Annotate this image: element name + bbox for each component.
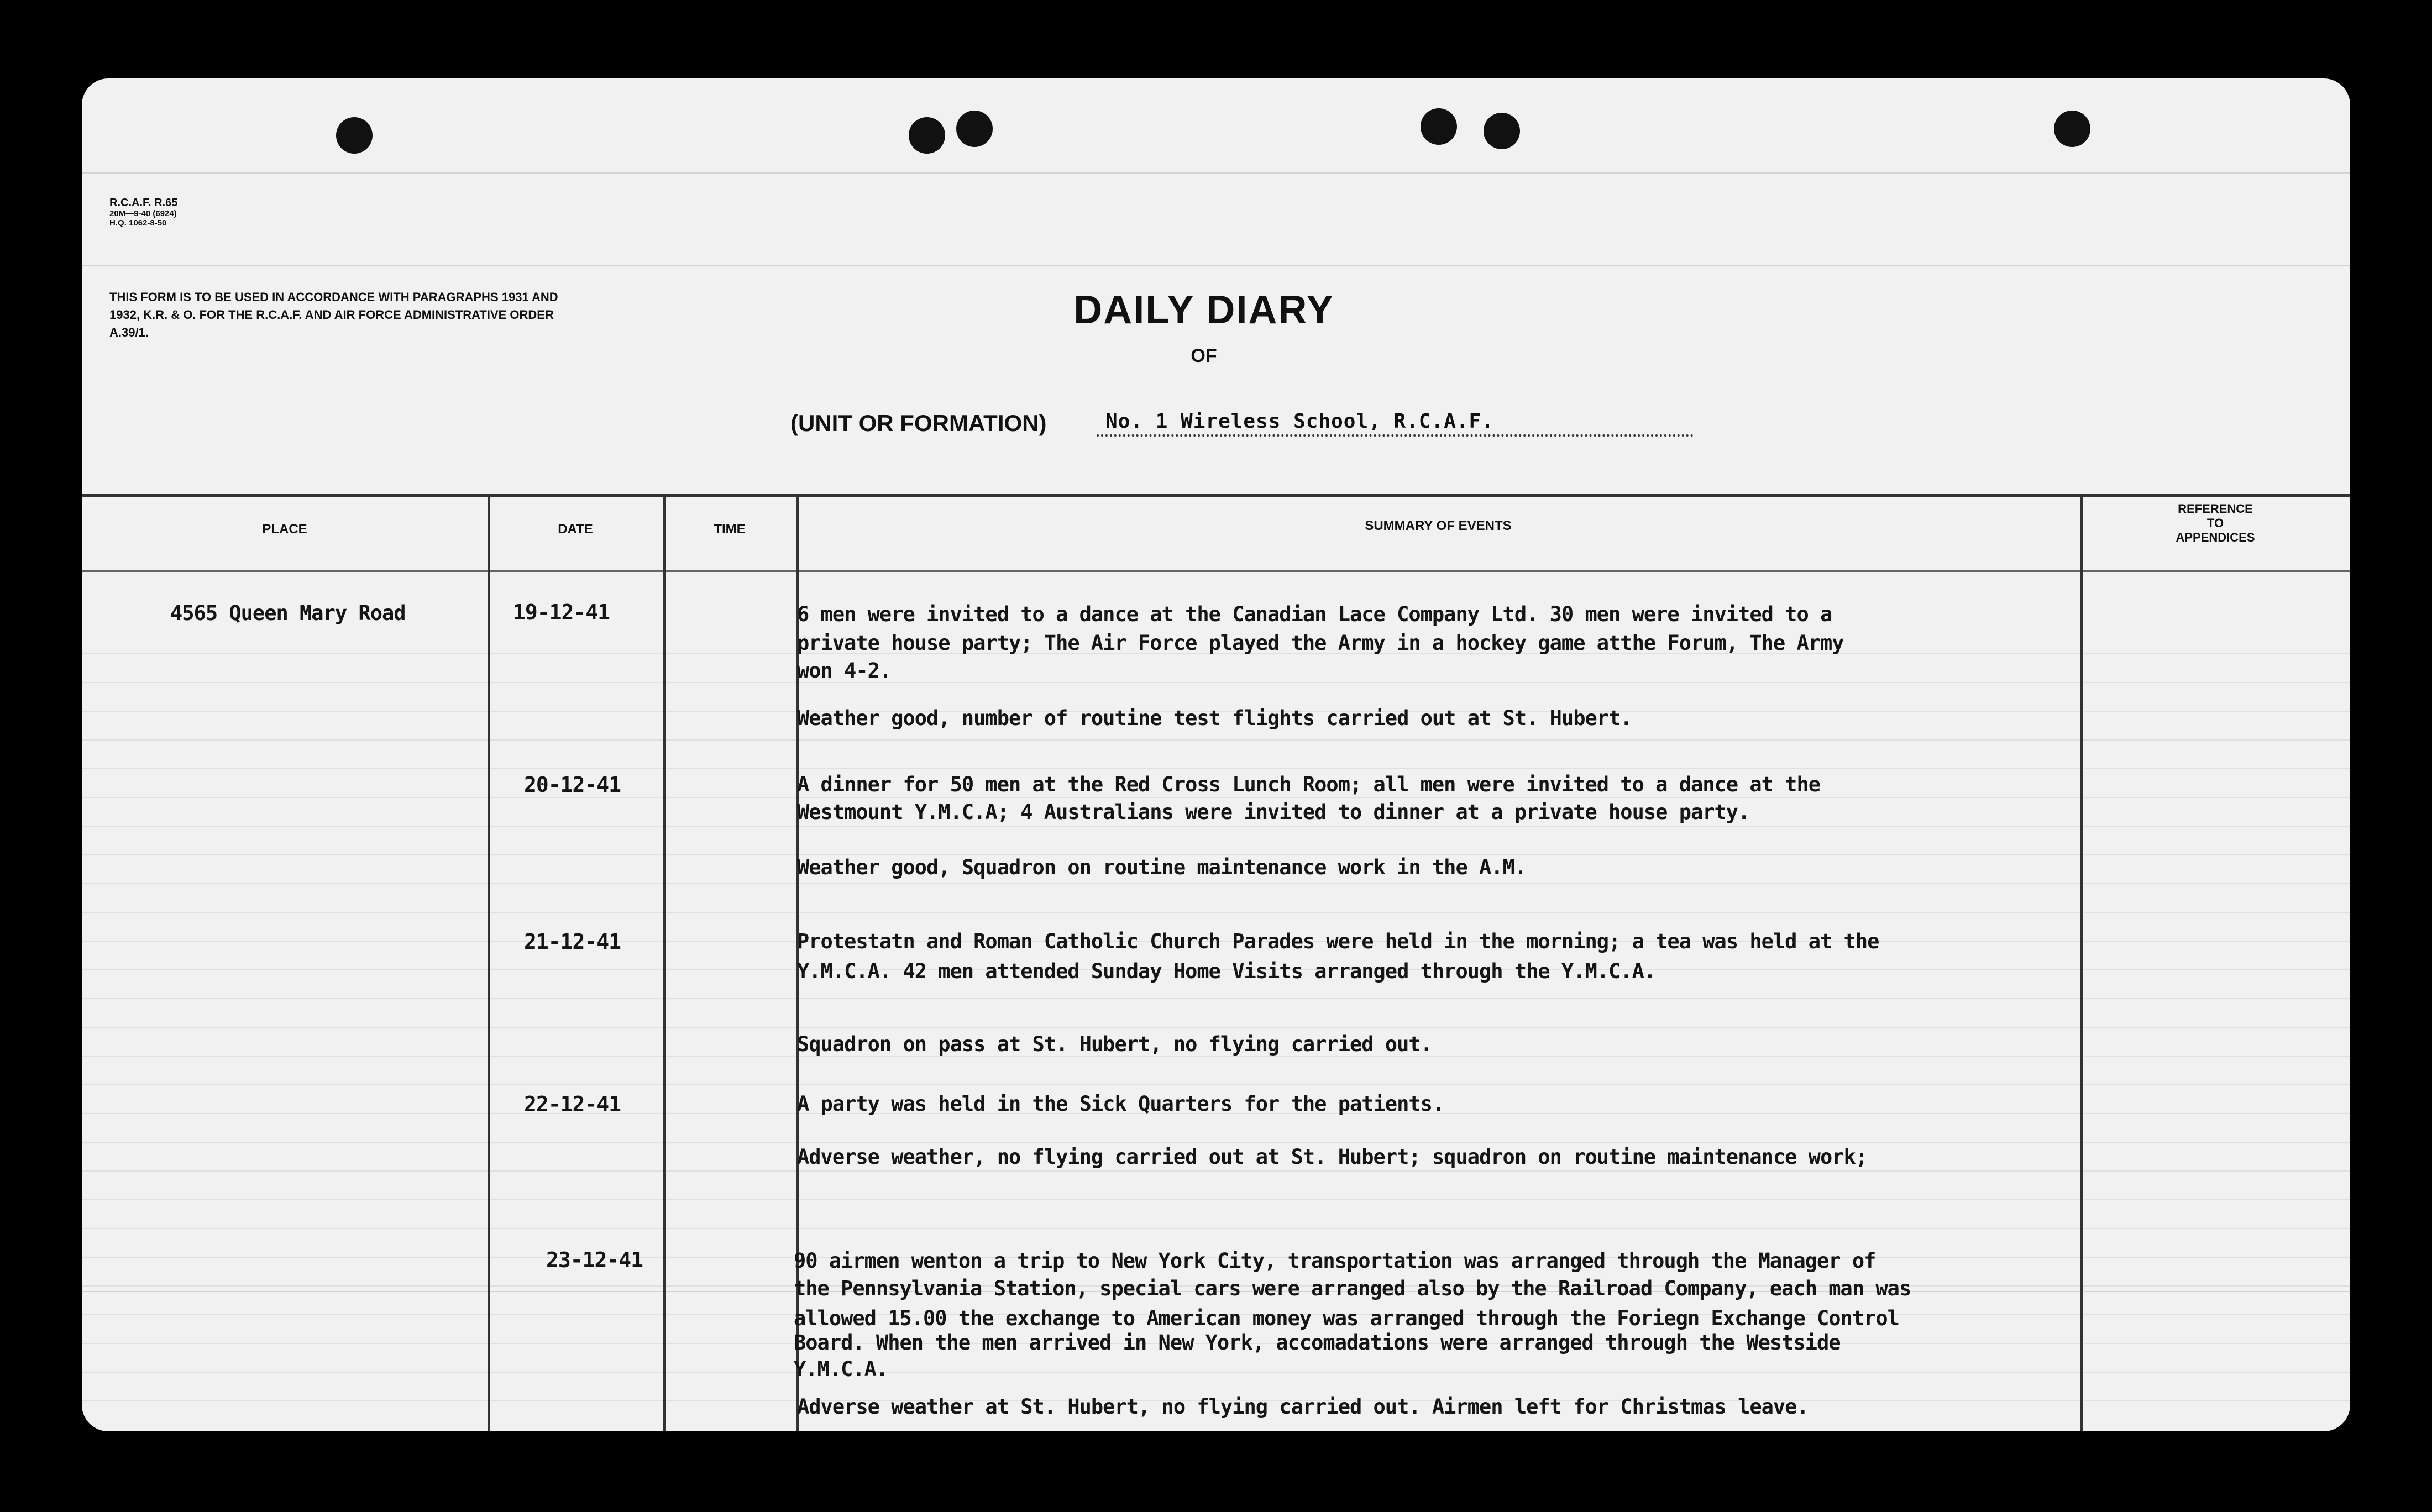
summary-line: Weather good, number of routine test flights carried out at St. Hubert. — [797, 706, 1632, 730]
punch-hole — [909, 117, 945, 154]
summary-line: Adverse weather, no flying carried out at St. Hubert; squadron on routine maintenance work; — [797, 1145, 1868, 1169]
table-top-rule — [82, 494, 2350, 497]
summary-line: private house party; The Air Force played the Army in a hockey game atthe Forum, The Army — [797, 631, 1844, 655]
punch-hole — [2054, 111, 2090, 147]
col-header-reference — [2080, 502, 2350, 545]
table-header-rule — [82, 570, 2350, 572]
col-header-summary: SUMMARY OF EVENTS — [1365, 518, 1512, 533]
entry-date: 20-12-41 — [524, 773, 621, 797]
summary-line: Protestatn and Roman Catholic Church Parades were held in the morning; a tea was held at the — [797, 930, 1879, 953]
ruled-line — [82, 172, 2350, 174]
ruled-line — [82, 826, 2350, 827]
ruled-line — [82, 1372, 2350, 1373]
place-entry: 4565 Queen Mary Road — [170, 601, 406, 625]
ruled-line — [82, 1170, 2350, 1172]
summary-line: 6 men were invited to a dance at the Canadian Lace Company Ltd. 30 men were invited to a — [797, 602, 1832, 626]
ruled-line — [82, 883, 2350, 884]
punch-hole — [1421, 108, 1457, 145]
col-header-reference-line: TO — [2206, 516, 2224, 530]
form-code-line: 20M—9-40 (6924) — [109, 209, 177, 218]
summary-line: Board. When the men arrived in New York, accomadations were arranged through the Westside — [794, 1331, 1841, 1355]
diary-page — [82, 78, 2350, 1431]
col-header-reference-line: REFERENCE — [2178, 502, 2253, 516]
punch-hole — [956, 111, 993, 147]
summary-line: Squadron on pass at St. Hubert, no flying carried out. — [797, 1032, 1432, 1056]
unit-dotted-line — [1097, 434, 1694, 437]
summary-line: Weather good, Squadron on routine maintenance work in the A.M. — [797, 855, 1527, 879]
summary-line: the Pennsylvania Station, special cars were arranged also by the Railroad Company, each man was — [794, 1277, 1911, 1300]
summary-line: Westmount Y.M.C.A; 4 Australians were invited to dinner at a private house party. — [797, 800, 1750, 824]
summary-line: Y.M.C.A. — [794, 1357, 888, 1381]
summary-line: A party was held in the Sick Quarters for the patients. — [797, 1092, 1444, 1116]
page-title: DAILY DIARY — [1073, 288, 1334, 332]
ruled-line — [82, 1084, 2350, 1085]
col-header-time: TIME — [714, 522, 746, 537]
col-header-reference-line: APPENDICES — [2176, 531, 2255, 544]
ruled-line — [82, 682, 2350, 683]
ruled-line — [82, 265, 2350, 266]
ruled-line — [82, 1027, 2350, 1028]
ruled-line — [82, 739, 2350, 741]
summary-line: Y.M.C.A. 42 men attended Sunday Home Visits arranged through the Y.M.C.A. — [797, 959, 1656, 983]
form-code-line: H.Q. 1062-8-50 — [109, 218, 167, 228]
col-header-date: DATE — [558, 522, 593, 537]
entry-date: 19-12-41 — [513, 600, 610, 624]
ruled-line — [82, 912, 2350, 913]
unit-value: No. 1 Wireless School, R.C.A.F. — [1105, 410, 1494, 433]
unit-label: (UNIT OR FORMATION) — [790, 410, 1047, 436]
form-instructions: THIS FORM IS TO BE USED IN ACCORDANCE WITH PARAGRAPHS 1931 AND 1932, K.R. & O. FOR THE R.C.A.F. AND AIR FORCE ADMINISTRATIVE ORDER A.39/1. — [109, 290, 558, 339]
summary-line: A dinner for 50 men at the Red Cross Lunch Room; all men were invited to a dance at the — [797, 773, 1821, 796]
column-divider — [488, 494, 490, 1431]
form-code-line: R.C.A.F. R.65 — [109, 197, 178, 209]
summary-line: Adverse weather at St. Hubert, no flying carried out. Airmen left for Christmas leave. — [797, 1395, 1809, 1419]
punch-hole — [1484, 113, 1520, 149]
summary-line: won 4-2. — [797, 659, 892, 683]
col-header-place: PLACE — [262, 522, 307, 537]
summary-line: allowed 15.00 the exchange to American money was arranged through the Foriegn Exchange Control — [794, 1306, 1899, 1330]
summary-line: 90 airmen wenton a trip to New York City, transportation was arranged through the Manager of — [794, 1249, 1876, 1273]
column-divider — [663, 494, 666, 1431]
ruled-line — [82, 1199, 2350, 1200]
ruled-line — [82, 1142, 2350, 1143]
ruled-line — [82, 1228, 2350, 1229]
punch-hole — [336, 117, 373, 154]
ruled-line — [82, 998, 2350, 999]
column-divider — [2080, 494, 2083, 1431]
entry-date: 22-12-41 — [524, 1092, 621, 1116]
title-of: OF — [1191, 345, 1217, 366]
ruled-line — [82, 797, 2350, 798]
entry-date: 21-12-41 — [524, 930, 621, 954]
form-code — [109, 197, 177, 228]
entry-date: 23-12-41 — [546, 1248, 643, 1272]
ruled-line — [82, 768, 2350, 769]
